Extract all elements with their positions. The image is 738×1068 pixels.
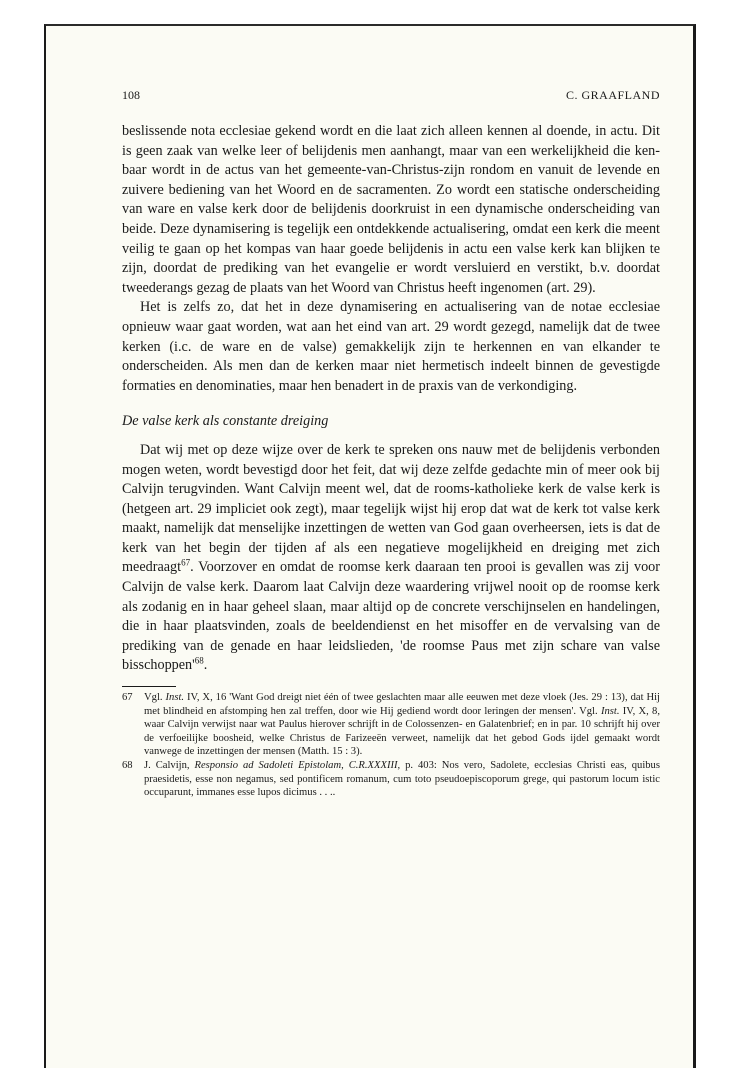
footnote-text: Vgl. <box>144 692 166 704</box>
footnote-italic: Inst. <box>165 692 185 704</box>
paragraph-1: beslissende nota ecclesiae gekend wordt en die laat zich alleen kennen al doende, in actu. Dit is geen zaak van welke leer of belijdenis men aanhangt, maar van een werkelijkheid die ken-baar wordt in de actus van het gemeente-van-Christus-zijn rondom en vanuit de levende en zuivere bediening van het Woord en de sacramenten. Zo wordt een statische onderscheiding van ware en valse kerk door de belijdenis doorkruist in een dynamische onderscheiding van beide. Deze dynamisering is tegelijk een ontdekkende actualisering, omdat een kerk die meent veilig te gaan op het kompas van haar goede belijdenis in actu een valse kerk kan blijken te zijn, doordat de prediking van het evangelie er wordt versluierd en verstikt, b.v. doordat tweederangs gezag de plaats van het Woord van Christus heeft ingenomen (art. 29). <box>122 123 660 296</box>
paragraph-3-part-3: . <box>203 657 208 674</box>
footnote-text: IV, X, 16 'Want God dreigt niet één of twee geslachten maar alle eeuwen met deze vloek (Jes. 29 : 13), dat Hij met blindheid en afstomping hen zal treffen, door wie Hij gediend wordt door leringen der mensen'. Vgl. <box>144 692 661 717</box>
paragraph-3-part-2: . Voorzover en omdat de roomse kerk daaraan ten prooi is gevallen was zij voor Calvijn de valse kerk. Daarom laat Calvijn deze waardering vrijwel nooit op de roomse kerk als zodanig en in haar geheel slaan, maar altijd op de concrete verschijnselen en handelingen, die in haar plaatsvinden, zoals de beeldendienst en het misoffer en de vervalsing van de prediking van de genade en haar leidslieden, 'de roomse Paus met zijn schare van valse bisschoppen' <box>122 559 660 674</box>
footnotes <box>122 691 660 800</box>
footnote-number: 68 <box>122 760 133 771</box>
paragraph-2: Het is zelfs zo, dat het in deze dynamisering en actualisering van de notae ecclesiae opnieuw waar gaat worden, wat aan het eind van art. 29 wordt gezegd, namelijk dat de twee kerken (i.c. de ware en de valse) gemakkelijk zijn te herkennen en van elkander te onderscheiden. Als men dan de kerken maar niet hermetisch indeelt binnen de gevestigde formaties en denominaties, maar hen benadert in de praxis van de verkondiging. <box>122 299 660 394</box>
footnote-ref-68[interactable]: 68 <box>194 655 204 666</box>
paragraph-3 <box>122 441 660 676</box>
footnote-text: IV, X, 8, waar Calvijn verwijst naar wat Paulus hierover schrijft in de Colossenzen- en Galatenbrief; en in par. 10 schrijft hij over de verfoeilijke boosheid, welke Christus de Farizeeën verweet, namelijk dat het gebod Gods ijdel gemaakt wordt vanwege de inzettingen der mensen (Matth. 15 : 3). <box>144 705 661 758</box>
footnote-67 <box>122 691 660 759</box>
footnote-italic: Inst. <box>600 705 620 717</box>
paragraph-3-part-1: Dat wij met op deze wijze over de kerk te spreken ons nauw met de belijdenis verbonden mogen weten, wordt bevestigd door het feit, dat wij deze zelfde gedachte min of meer ook bij Calvijn terugvinden. Want Calvijn meent wel, dat de rooms-katholieke kerk de valse kerk is (hetgeen art. 29 impliciet ook zegt), maar tegelijk wijst hij erop dat wat de kerk tot valse kerk maakt, namelijk dat menselijke inzettingen de wetten van God gaan overheersen, iets is dat de kerk van het begin der tijden af als een negatieve mogelijkheid en dreiging met zich meedraagt <box>122 441 660 576</box>
footnote-italic: Responsio ad Sadoleti Epistolam, C.R.XXXIII, <box>194 760 401 771</box>
page-number: 108 <box>122 88 140 102</box>
footnote-text: J. Calvijn, <box>144 760 195 771</box>
section-heading: De valse kerk als constante dreiging <box>122 413 329 430</box>
footnote-68 <box>122 759 660 800</box>
footnote-divider <box>122 686 176 687</box>
running-head-author: C. GRAAFLAND <box>565 88 660 102</box>
page-body <box>122 122 660 800</box>
footnote-text: p. 403: Nos vero, Sadolete, ecclesias Christi eas, quibus praesidetis, esse non negamus, sed pontificem romanum, cum toto pseudoepiscoporum grege, qui pastorum locum istic occuparunt, immanes esse lupos dicimus . . .. <box>144 760 660 799</box>
footnote-ref-67[interactable]: 67 <box>181 557 191 568</box>
footnote-number: 67 <box>122 692 133 704</box>
